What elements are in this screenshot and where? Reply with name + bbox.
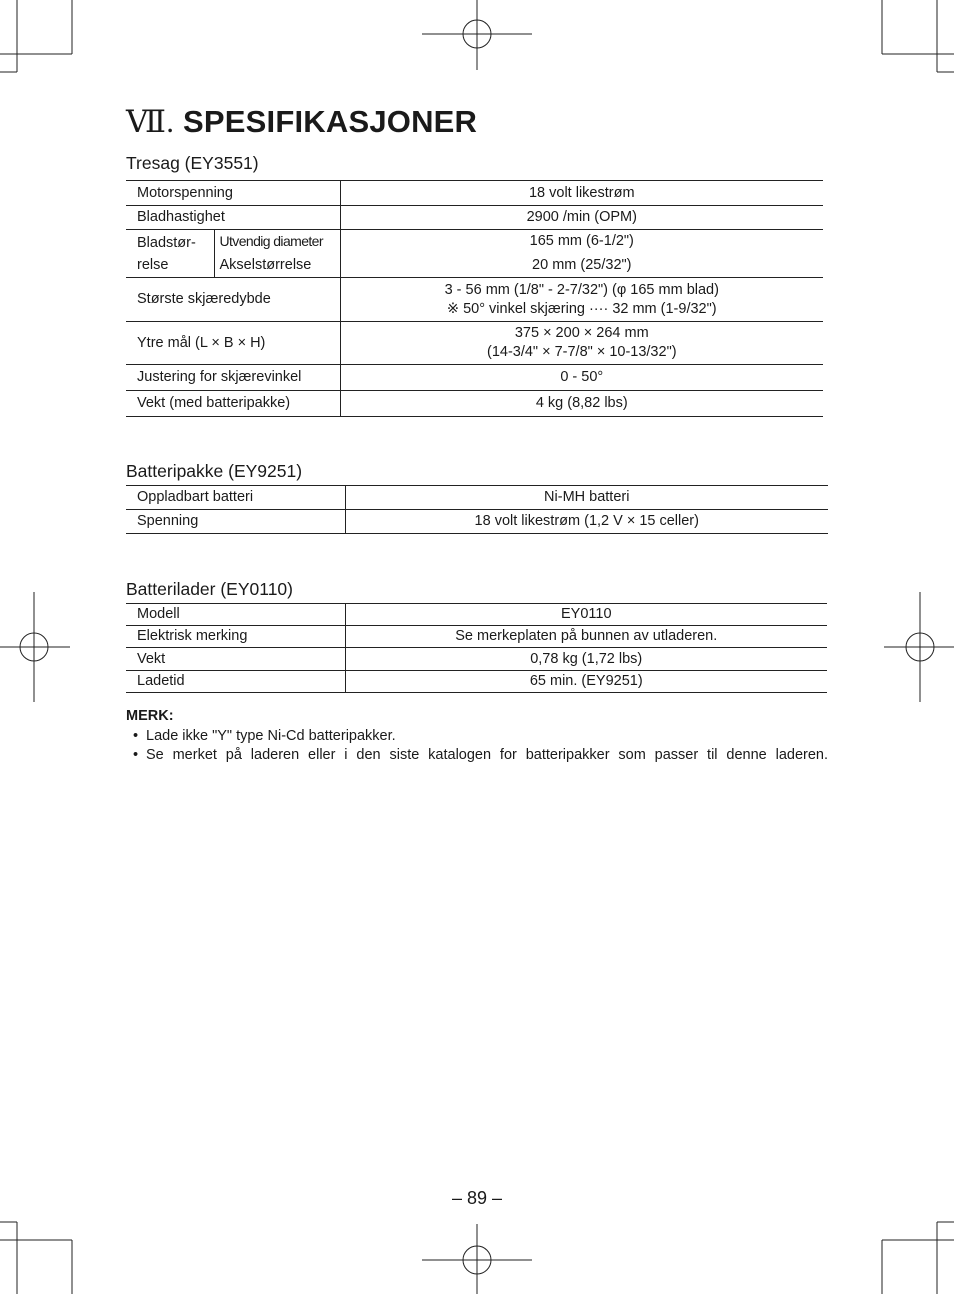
table-row	[126, 486, 828, 510]
note-heading: MERK:	[126, 708, 174, 724]
spec-value: 0,78 kg (1,72 lbs)	[345, 648, 827, 671]
spec-label: Motorspenning	[126, 181, 340, 206]
spec-label: Ladetid	[126, 671, 345, 693]
spec-value	[340, 322, 823, 365]
table-row	[126, 230, 823, 254]
list-item: • Se merket på laderen eller i den siste katalogen for batteripakker som passer til denne laderen.	[146, 746, 828, 765]
table-row	[126, 365, 823, 391]
spec-label: Vekt	[126, 648, 345, 671]
table-row	[126, 604, 827, 626]
registration-mark-bottom	[422, 1224, 532, 1294]
spec-value: Ni-MH batteri	[345, 486, 828, 510]
spec-label: Elektrisk merking	[126, 626, 345, 648]
spec-sublabel: Akselstørrelse	[214, 254, 340, 278]
table-row	[126, 181, 823, 206]
spec-label: Ytre mål (L × B × H)	[126, 322, 340, 365]
chapter-number: Ⅶ.	[126, 104, 175, 139]
table-row	[126, 322, 823, 365]
page-title	[126, 104, 477, 140]
spec-value-line: (14-3/4" × 7-7/8" × 10-13/32")	[486, 344, 677, 360]
charger-heading: Batterilader (EY0110)	[126, 579, 293, 599]
spec-value-line: ※ 50° vinkel skjæring ···· 32 mm (1-9/32")	[446, 300, 717, 317]
spec-value: 65 min. (EY9251)	[345, 671, 827, 693]
spec-value: 2900 /min (OPM)	[340, 206, 823, 230]
registration-mark-left	[0, 592, 70, 702]
crop-mark-top-left	[0, 0, 72, 72]
crop-mark-bottom-right	[882, 1222, 954, 1294]
spec-label-line: relse	[137, 256, 169, 273]
saw-spec-table	[126, 180, 823, 417]
crop-mark-bottom-left	[0, 1222, 72, 1294]
registration-mark-right	[884, 592, 954, 702]
spec-value-line: 375 × 200 × 264 mm	[514, 325, 649, 341]
spec-value: 0 - 50°	[340, 365, 823, 391]
table-row	[126, 206, 823, 230]
list-item: • Lade ikke "Y" type Ni-Cd batteripakker.	[146, 727, 828, 746]
spec-value	[340, 278, 823, 322]
spec-value: 4 kg (8,82 lbs)	[340, 391, 823, 417]
table-row	[126, 278, 823, 322]
table-row	[126, 391, 823, 417]
spec-label: Spenning	[126, 510, 345, 534]
note-block	[126, 707, 828, 765]
registration-mark-top	[422, 0, 532, 70]
spec-label-line: Bladstør-	[137, 234, 196, 251]
saw-heading: Tresag (EY3551)	[126, 153, 259, 173]
spec-label	[126, 230, 214, 278]
spec-label: Vekt (med batteripakke)	[126, 391, 340, 417]
charger-spec-table	[126, 603, 827, 693]
spec-value: EY0110	[345, 604, 827, 626]
table-row	[126, 626, 827, 648]
spec-label: Største skjæredybde	[126, 278, 340, 322]
spec-label: Justering for skjærevinkel	[126, 365, 340, 391]
battery-heading: Batteripakke (EY9251)	[126, 461, 303, 481]
battery-spec-table	[126, 485, 828, 534]
spec-label: Modell	[126, 604, 345, 626]
spec-value: Se merkeplaten på bunnen av utladeren.	[345, 626, 827, 648]
page-number: – 89 –	[451, 1188, 503, 1208]
spec-value: 18 volt likestrøm (1,2 V × 15 celler)	[345, 510, 828, 534]
spec-label: Oppladbart batteri	[126, 486, 345, 510]
table-row	[126, 671, 827, 693]
spec-label: Bladhastighet	[126, 206, 340, 230]
table-row	[126, 254, 823, 278]
table-row	[126, 648, 827, 671]
spec-sublabel: Utvendig diameter	[214, 230, 340, 254]
crop-mark-top-right	[882, 0, 954, 72]
spec-value-line: 3 - 56 mm (1/8" - 2-7/32") (φ 165 mm blad)	[444, 281, 719, 298]
note-list	[126, 727, 828, 765]
chapter-title: SPESIFIKASJONER	[183, 104, 478, 139]
table-row	[126, 510, 828, 534]
spec-value: 18 volt likestrøm	[340, 181, 823, 206]
spec-value: 165 mm (6-1/2")	[340, 230, 823, 254]
spec-value: 20 mm (25/32")	[340, 254, 823, 278]
